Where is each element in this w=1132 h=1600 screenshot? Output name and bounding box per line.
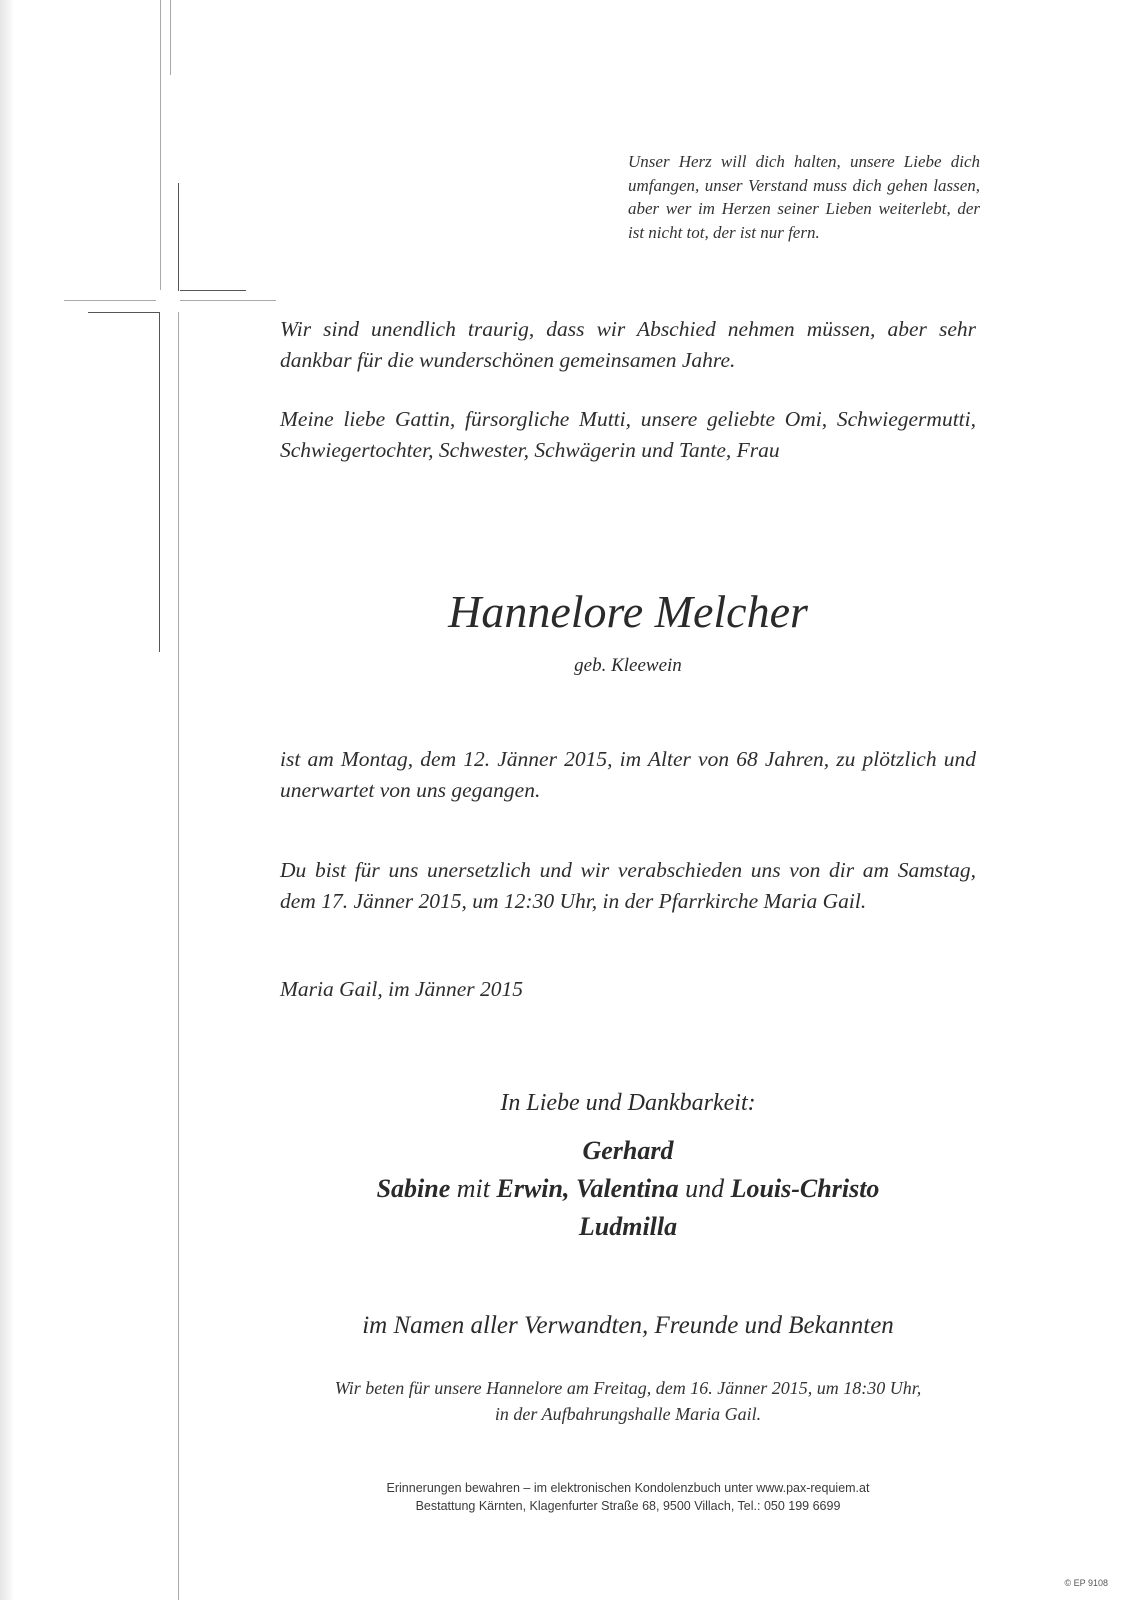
- intro-text: Wir sind unendlich traurig, dass wir Abschied nehmen müssen, aber sehr dankbar für die wunderschönen gemeinsamen Jahre.: [280, 317, 976, 372]
- footer-line-1: Erinnerungen bewahren – im elektronischen Kondolenzbuch unter www.pax-requiem.at: [386, 1481, 870, 1495]
- mourner-name: Gerhard: [582, 1136, 674, 1165]
- mourner-name: Louis-Christo: [730, 1174, 880, 1203]
- memorial-quote: Unser Herz will dich halten, unsere Liebe dich umfangen, unser Verstand muss dich gehen lassen, aber wer im Herzen seiner Lieben weiterlebt, der ist nicht tot, der ist nur fern.: [628, 152, 980, 242]
- page-edge-shadow: [0, 0, 14, 1600]
- mourner-name: Ludmilla: [578, 1212, 678, 1241]
- birth-name: geb. Kleewein: [574, 655, 682, 676]
- connector-word: und: [685, 1174, 725, 1203]
- mourner-line: [250, 1170, 1006, 1208]
- death-notice: ist am Montag, dem 12. Jänner 2015, im Alter von 68 Jahren, zu plötzlich und unerwartet von uns gegangen.: [280, 747, 976, 802]
- deceased-name: Hannelore Melcher: [448, 586, 808, 637]
- mourner-name: Valentina: [576, 1174, 679, 1203]
- mourner-line: [250, 1208, 1006, 1246]
- signoff: In Liebe und Dankbarkeit:: [500, 1090, 756, 1116]
- place-date: Maria Gail, im Jänner 2015: [280, 977, 524, 1001]
- on-behalf-line: im Namen aller Verwandten, Freunde und Bekannten: [362, 1312, 894, 1339]
- prayer-line-1: Wir beten für unsere Hannelore am Freitag, dem 16. Jänner 2015, um 18:30 Uhr,: [334, 1378, 922, 1398]
- mourner-name: Sabine: [376, 1174, 451, 1203]
- footer-line-2: Bestattung Kärnten, Klagenfurter Straße 68, 9500 Villach, Tel.: 050 199 6699: [415, 1499, 841, 1513]
- funeral-notice: Du bist für uns unersetzlich und wir verabschieden uns von dir am Samstag, dem 17. Jänner 2015, um 12:30 Uhr, in der Pfarrkirche Maria Gail.: [280, 858, 976, 913]
- print-code: © EP 9108: [1064, 1578, 1108, 1588]
- mourner-line: [250, 1132, 1006, 1170]
- relations-text: Meine liebe Gattin, fürsorgliche Mutti, unsere geliebte Omi, Schwiegermutti, Schwiegertochter, Schwester, Schwägerin und Tante, Frau: [280, 407, 976, 462]
- footer: [250, 1479, 1006, 1515]
- mourner-name: Erwin,: [496, 1174, 570, 1203]
- prayer-notice: [250, 1375, 1006, 1427]
- prayer-line-2: in der Aufbahrungshalle Maria Gail.: [494, 1404, 762, 1424]
- mourners-list: [250, 1132, 1006, 1246]
- connector-word: mit: [456, 1174, 490, 1203]
